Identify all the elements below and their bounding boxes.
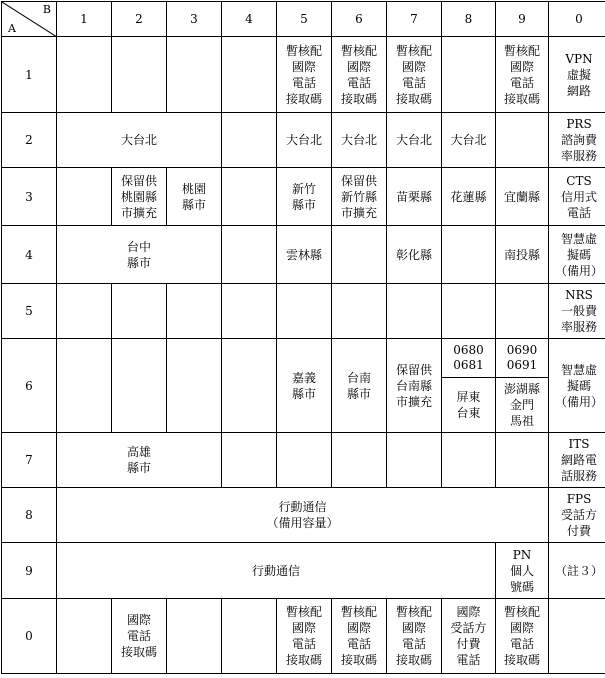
cell-1-4 (222, 37, 277, 113)
cell-5-0: NRS 一般費 率服務 (549, 284, 605, 339)
cell-3-9: 宜蘭縣 (496, 168, 549, 226)
row-4 (2, 226, 605, 284)
cell-6-8 (442, 339, 496, 433)
cell-1-0: VPN 虛擬 網路 (549, 37, 605, 113)
cell-5-7 (387, 284, 442, 339)
cell-5-5 (277, 284, 332, 339)
cell-2-0: PRS 諮詢費 率服務 (549, 113, 605, 168)
cell-3-6: 保留供 新竹縣 市擴充 (332, 168, 387, 226)
row-0 (2, 599, 605, 674)
cell-2-1-3: 大台北 (57, 113, 222, 168)
cell-6-9-regions: 澎湖縣 金門 馬祖 (496, 377, 548, 432)
cell-2-4 (222, 113, 277, 168)
cell-9-0: （註３） (549, 543, 605, 599)
cell-9-1-8: 行動通信 (57, 543, 496, 599)
cell-7-7 (387, 433, 442, 488)
cell-5-2 (112, 284, 167, 339)
cell-6-6: 台南 縣市 (332, 339, 387, 433)
cell-4-7: 彰化縣 (387, 226, 442, 284)
cell-7-6 (332, 433, 387, 488)
cell-7-4 (222, 433, 277, 488)
cell-7-1-3: 高雄 縣市 (57, 433, 222, 488)
row-7 (2, 433, 605, 488)
row-label-3: 3 (2, 168, 57, 226)
cell-3-2: 保留供 桃園縣 市擴充 (112, 168, 167, 226)
cell-6-4 (222, 339, 277, 433)
row-label-6: 6 (2, 339, 57, 433)
row-8 (2, 488, 605, 543)
corner-label-a: A (8, 23, 16, 34)
cell-1-9: 暫核配 國際 電話 接取碼 (496, 37, 549, 113)
cell-1-5: 暫核配 國際 電話 接取碼 (277, 37, 332, 113)
cell-4-0: 智慧虛 擬碼 （備用） (549, 226, 605, 284)
cell-7-8 (442, 433, 496, 488)
row-label-4: 4 (2, 226, 57, 284)
row-label-8: 8 (2, 488, 57, 543)
cell-2-9 (496, 113, 549, 168)
cell-0-5: 暫核配 國際 電話 接取碼 (277, 599, 332, 674)
cell-4-6 (332, 226, 387, 284)
row-label-9: 9 (2, 543, 57, 599)
cell-5-3 (167, 284, 222, 339)
number-allocation-table (1, 1, 605, 674)
cell-6-9-split (496, 339, 548, 432)
cell-8-0: FPS 受話方 付費 (549, 488, 605, 543)
row-label-7: 7 (2, 433, 57, 488)
col-header-9: 9 (496, 2, 549, 37)
cell-7-9 (496, 433, 549, 488)
row-label-1: 1 (2, 37, 57, 113)
cell-0-6: 暫核配 國際 電話 接取碼 (332, 599, 387, 674)
row-1 (2, 37, 605, 113)
cell-5-9 (496, 284, 549, 339)
cell-7-0: ITS 網路電 話服務 (549, 433, 605, 488)
cell-6-5: 嘉義 縣市 (277, 339, 332, 433)
cell-0-8: 國際 受話方 付費 電話 (442, 599, 496, 674)
cell-6-8-split (442, 339, 495, 432)
col-header-3: 3 (167, 2, 222, 37)
cell-0-3 (167, 599, 222, 674)
cell-3-7: 苗栗縣 (387, 168, 442, 226)
cell-2-8: 大台北 (442, 113, 496, 168)
cell-3-5: 新竹 縣市 (277, 168, 332, 226)
row-3 (2, 168, 605, 226)
cell-4-8 (442, 226, 496, 284)
col-header-4: 4 (222, 2, 277, 37)
cell-6-3 (167, 339, 222, 433)
cell-7-5 (277, 433, 332, 488)
cell-6-9-codes: 0690 0691 (496, 339, 548, 377)
cell-6-8-regions: 屏東 台東 (442, 377, 495, 432)
cell-1-1 (57, 37, 112, 113)
col-header-6: 6 (332, 2, 387, 37)
cell-5-4 (222, 284, 277, 339)
cell-4-1-3: 台中 縣市 (57, 226, 222, 284)
row-label-5: 5 (2, 284, 57, 339)
cell-0-9: 暫核配 國際 電話 接取碼 (496, 599, 549, 674)
cell-3-4 (222, 168, 277, 226)
corner-cell (2, 2, 57, 37)
cell-3-8: 花蓮縣 (442, 168, 496, 226)
cell-9-9: PN 個人 號碼 (496, 543, 549, 599)
cell-6-7: 保留供 台南縣 市擴充 (387, 339, 442, 433)
cell-6-2 (112, 339, 167, 433)
row-label-2: 2 (2, 113, 57, 168)
cell-4-4 (222, 226, 277, 284)
cell-6-0: 智慧虛 擬碼 （備用） (549, 339, 605, 433)
cell-5-1 (57, 284, 112, 339)
cell-1-2 (112, 37, 167, 113)
cell-2-5: 大台北 (277, 113, 332, 168)
cell-5-8 (442, 284, 496, 339)
cell-4-9: 南投縣 (496, 226, 549, 284)
row-label-0: 0 (2, 599, 57, 674)
col-header-8: 8 (442, 2, 496, 37)
cell-8-1-9: 行動通信 （備用容量） (57, 488, 549, 543)
col-header-0: 0 (549, 2, 605, 37)
corner-label-b: B (43, 4, 51, 15)
row-6 (2, 339, 605, 433)
cell-3-1 (57, 168, 112, 226)
row-2 (2, 113, 605, 168)
col-header-1: 1 (57, 2, 112, 37)
col-header-5: 5 (277, 2, 332, 37)
cell-6-8-codes: 0680 0681 (442, 339, 495, 377)
cell-3-3: 桃園 縣市 (167, 168, 222, 226)
col-header-2: 2 (112, 2, 167, 37)
cell-0-1 (57, 599, 112, 674)
cell-1-8 (442, 37, 496, 113)
row-5 (2, 284, 605, 339)
cell-6-9 (496, 339, 549, 433)
cell-0-0 (549, 599, 605, 674)
cell-0-2: 國際 電話 接取碼 (112, 599, 167, 674)
row-9 (2, 543, 605, 599)
cell-0-4 (222, 599, 277, 674)
cell-3-0: CTS 信用式 電話 (549, 168, 605, 226)
cell-1-6: 暫核配 國際 電話 接取碼 (332, 37, 387, 113)
cell-5-6 (332, 284, 387, 339)
col-header-7: 7 (387, 2, 442, 37)
cell-4-5: 雲林縣 (277, 226, 332, 284)
cell-2-7: 大台北 (387, 113, 442, 168)
cell-6-1 (57, 339, 112, 433)
header-row (2, 2, 605, 37)
cell-2-6: 大台北 (332, 113, 387, 168)
cell-0-7: 暫核配 國際 電話 接取碼 (387, 599, 442, 674)
cell-1-7: 暫核配 國際 電話 接取碼 (387, 37, 442, 113)
cell-1-3 (167, 37, 222, 113)
